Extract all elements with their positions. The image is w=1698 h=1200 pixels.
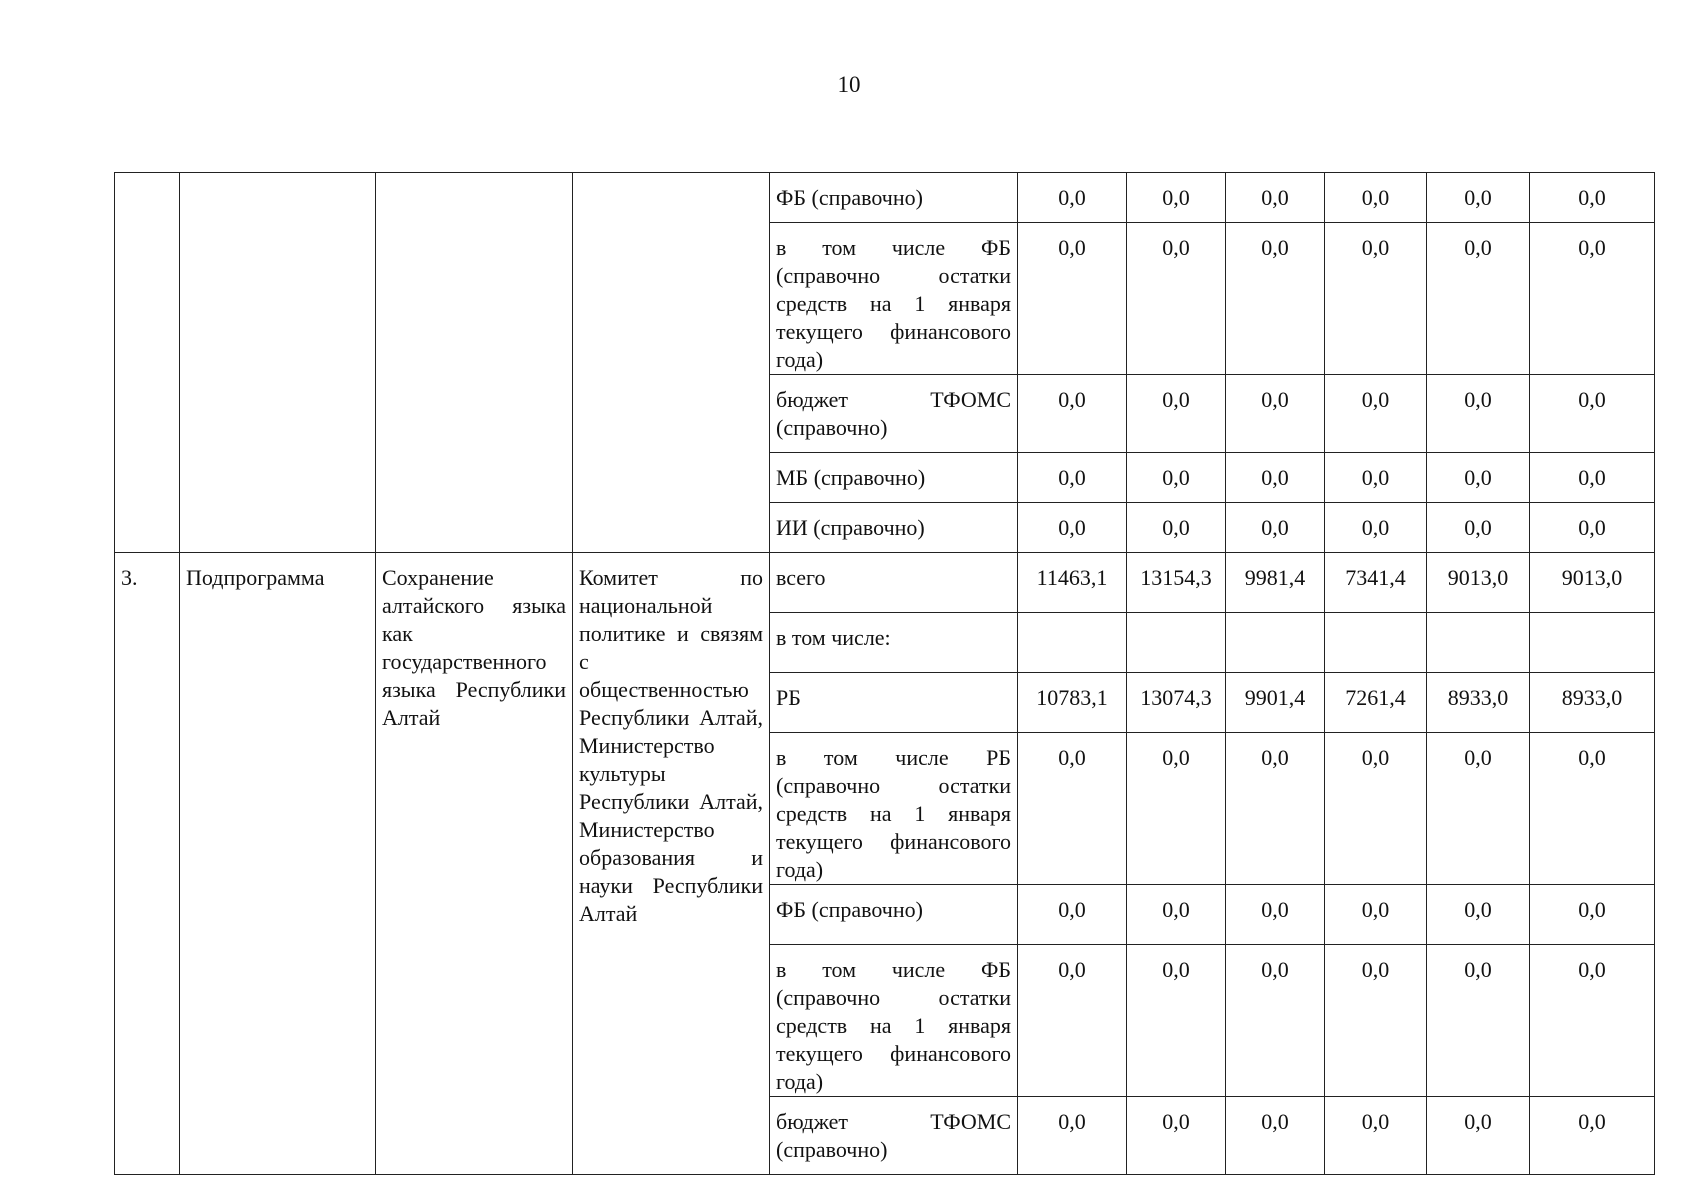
source-cell: ФБ (справочно) (770, 885, 1018, 945)
item-number: 3. (115, 553, 180, 1175)
value-cell (1325, 613, 1427, 673)
source-cell: в том числе ФБ (справочно остатки средств на 1 января текущего финансового года) (770, 223, 1018, 375)
executor-cell-empty (573, 173, 770, 553)
value-cell: 0,0 (1530, 1097, 1655, 1175)
value-cell: 0,0 (1427, 453, 1530, 503)
source-cell: РБ (770, 673, 1018, 733)
name-cell-empty (376, 173, 573, 553)
value-cell: 0,0 (1427, 945, 1530, 1097)
value-cell (1530, 613, 1655, 673)
value-cell: 0,0 (1530, 173, 1655, 223)
item-type: Подпрограмма (180, 553, 376, 1175)
page-number: 10 (837, 72, 861, 97)
value-cell (1427, 613, 1530, 673)
value-cell: 0,0 (1530, 733, 1655, 885)
value-cell: 0,0 (1530, 375, 1655, 453)
value-cell: 0,0 (1530, 885, 1655, 945)
source-cell: в том числе: (770, 613, 1018, 673)
value-cell (1018, 613, 1127, 673)
value-cell: 0,0 (1325, 733, 1427, 885)
value-cell: 0,0 (1018, 503, 1127, 553)
budget-table (114, 172, 1655, 1175)
value-cell: 0,0 (1226, 173, 1325, 223)
value-cell: 0,0 (1325, 945, 1427, 1097)
value-cell: 13154,3 (1127, 553, 1226, 613)
value-cell (1226, 613, 1325, 673)
value-cell: 8933,0 (1427, 673, 1530, 733)
table-row (115, 553, 1655, 613)
value-cell: 0,0 (1018, 173, 1127, 223)
value-cell: 0,0 (1530, 503, 1655, 553)
value-cell: 0,0 (1427, 375, 1530, 453)
value-cell: 0,0 (1018, 945, 1127, 1097)
source-cell: в том числе ФБ (справочно остатки средств на 1 января текущего финансового года) (770, 945, 1018, 1097)
value-cell: 0,0 (1127, 733, 1226, 885)
value-cell: 9013,0 (1427, 553, 1530, 613)
source-cell: МБ (справочно) (770, 453, 1018, 503)
value-cell: 9901,4 (1226, 673, 1325, 733)
value-cell: 0,0 (1427, 173, 1530, 223)
value-cell: 0,0 (1325, 453, 1427, 503)
value-cell: 8933,0 (1530, 673, 1655, 733)
value-cell: 0,0 (1530, 945, 1655, 1097)
value-cell: 0,0 (1226, 375, 1325, 453)
value-cell: 0,0 (1226, 1097, 1325, 1175)
value-cell: 0,0 (1226, 503, 1325, 553)
source-cell: бюджет ТФОМС (справочно) (770, 375, 1018, 453)
value-cell: 0,0 (1427, 1097, 1530, 1175)
subprogram-name: Сохранение алтайского языка как государственного языка Республики Алтай (376, 553, 573, 1175)
value-cell: 10783,1 (1018, 673, 1127, 733)
value-cell: 9013,0 (1530, 553, 1655, 613)
value-cell: 0,0 (1530, 223, 1655, 375)
value-cell: 0,0 (1325, 1097, 1427, 1175)
value-cell: 0,0 (1127, 223, 1226, 375)
source-cell: всего (770, 553, 1018, 613)
value-cell: 0,0 (1530, 453, 1655, 503)
executor-name: Комитет по национальной политике и связям с общественностью Республики Алтай, Министерство культуры Республики Алтай, Министерство образования и науки Республики Алтай (573, 553, 770, 1175)
value-cell: 0,0 (1127, 885, 1226, 945)
value-cell: 0,0 (1127, 945, 1226, 1097)
value-cell: 0,0 (1427, 503, 1530, 553)
value-cell (1127, 613, 1226, 673)
value-cell: 13074,3 (1127, 673, 1226, 733)
value-cell: 0,0 (1325, 375, 1427, 453)
source-cell: ФБ (справочно) (770, 173, 1018, 223)
value-cell: 0,0 (1226, 885, 1325, 945)
value-cell: 7261,4 (1325, 673, 1427, 733)
value-cell: 0,0 (1226, 223, 1325, 375)
value-cell: 0,0 (1018, 733, 1127, 885)
value-cell: 0,0 (1226, 453, 1325, 503)
value-cell: 9981,4 (1226, 553, 1325, 613)
value-cell: 0,0 (1427, 885, 1530, 945)
value-cell: 7341,4 (1325, 553, 1427, 613)
value-cell: 0,0 (1325, 503, 1427, 553)
number-cell-empty (115, 173, 180, 553)
value-cell: 0,0 (1127, 453, 1226, 503)
value-cell: 0,0 (1018, 223, 1127, 375)
value-cell: 0,0 (1127, 173, 1226, 223)
value-cell: 0,0 (1427, 223, 1530, 375)
value-cell: 0,0 (1226, 945, 1325, 1097)
value-cell: 0,0 (1018, 1097, 1127, 1175)
value-cell: 0,0 (1226, 733, 1325, 885)
table-row (115, 173, 1655, 223)
source-cell: в том числе РБ (справочно остатки средств на 1 января текущего финансового года) (770, 733, 1018, 885)
value-cell: 11463,1 (1018, 553, 1127, 613)
value-cell: 0,0 (1325, 223, 1427, 375)
value-cell: 0,0 (1018, 453, 1127, 503)
source-cell: ИИ (справочно) (770, 503, 1018, 553)
value-cell: 0,0 (1127, 1097, 1226, 1175)
value-cell: 0,0 (1018, 375, 1127, 453)
value-cell: 0,0 (1127, 503, 1226, 553)
value-cell: 0,0 (1127, 375, 1226, 453)
value-cell: 0,0 (1325, 173, 1427, 223)
type-cell-empty (180, 173, 376, 553)
value-cell: 0,0 (1427, 733, 1530, 885)
source-cell: бюджет ТФОМС (справочно) (770, 1097, 1018, 1175)
value-cell: 0,0 (1325, 885, 1427, 945)
value-cell: 0,0 (1018, 885, 1127, 945)
